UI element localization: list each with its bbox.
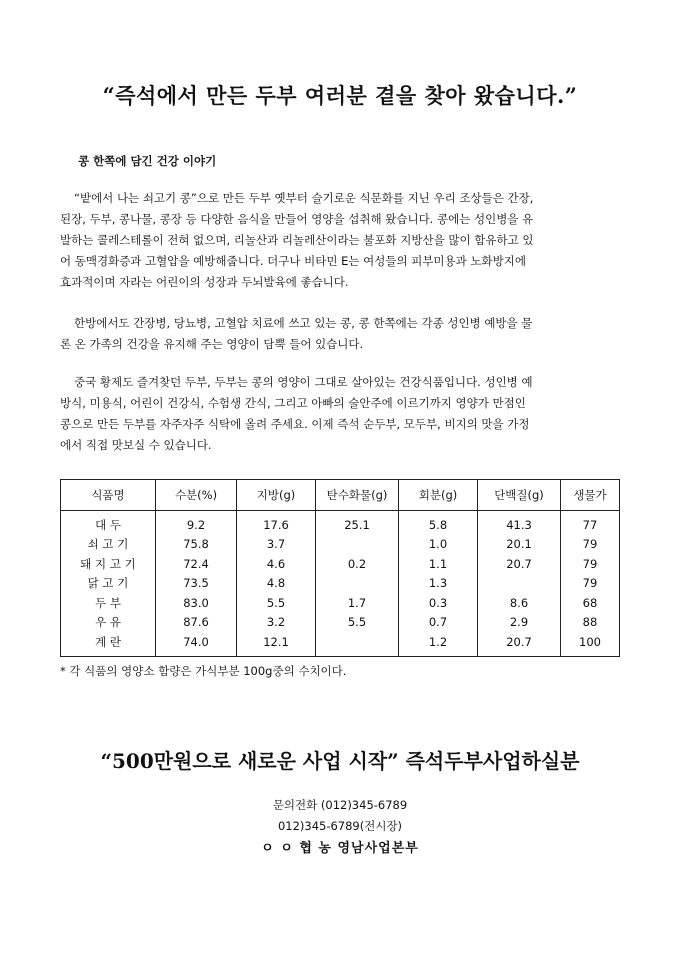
- cell-ash: 1.3: [399, 574, 478, 594]
- cell-ash: 1.1: [399, 554, 478, 574]
- cell-fat: 5.5: [237, 593, 316, 613]
- page-title: “즉석에서 만든 두부 여러분 곁을 찾아 왔습니다.”: [102, 83, 578, 108]
- cell-carbohydrate: 25.1: [316, 511, 399, 535]
- cell-moisture: 83.0: [156, 593, 237, 613]
- cell-ash: 5.8: [399, 511, 478, 535]
- cell-protein: 20.7: [478, 632, 561, 656]
- table-row: [61, 535, 620, 555]
- cell-carbohydrate: [316, 632, 399, 656]
- cell-biological-value: 79: [561, 574, 620, 594]
- header-protein: 단백질(g): [478, 480, 561, 511]
- cell-protein: [478, 574, 561, 594]
- cell-food-name: 우 유: [61, 613, 156, 633]
- contact-phone: 문의전화 (012)345-6789: [272, 798, 408, 812]
- cell-protein: 20.1: [478, 535, 561, 555]
- cell-moisture: 9.2: [156, 511, 237, 535]
- cell-carbohydrate: [316, 574, 399, 594]
- paragraph-line: 론 온 가족의 건강을 유지해 주는 영양이 담뿍 들어 있습니다.: [60, 337, 364, 351]
- cell-ash: 1.2: [399, 632, 478, 656]
- nutrition-table: [60, 479, 620, 657]
- cell-biological-value: 79: [561, 535, 620, 555]
- section-title: 콩 한쪽에 담긴 건강 이야기: [78, 154, 217, 168]
- cell-fat: 4.8: [237, 574, 316, 594]
- cell-biological-value: 77: [561, 511, 620, 535]
- table-row: [61, 554, 620, 574]
- paragraph-line: 어 동맥경화증과 고혈압을 예방해줍니다. 더구나 비타민 E는 여성들의 피부미용과 노화방지에: [60, 254, 526, 268]
- header-moisture: 수분(%): [156, 480, 237, 511]
- table-header-row: [61, 480, 620, 511]
- cell-protein: 2.9: [478, 613, 561, 633]
- cell-moisture: 75.8: [156, 535, 237, 555]
- cell-food-name: 계 란: [61, 632, 156, 656]
- paragraph-3: [60, 372, 626, 456]
- cell-protein: 20.7: [478, 554, 561, 574]
- cell-ash: 0.3: [399, 593, 478, 613]
- cell-moisture: 73.5: [156, 574, 237, 594]
- cell-fat: 3.2: [237, 613, 316, 633]
- header-food-name: 식품명: [61, 480, 156, 511]
- cell-moisture: 74.0: [156, 632, 237, 656]
- table-row: [61, 574, 620, 594]
- contact-organization: ㅇ ㅇ 협 농 영남사업본부: [261, 841, 419, 856]
- cell-food-name: 대 두: [61, 511, 156, 535]
- cell-food-name: 두 부: [61, 593, 156, 613]
- header-fat: 지방(g): [237, 480, 316, 511]
- paragraph-line: 방식, 미용식, 어린이 건강식, 수험생 간식, 그리고 아빠의 술안주에 이르기까지 영양가 만점인: [60, 396, 526, 410]
- paragraph-line: 발하는 콜레스테롤이 전혀 없으며, 리놀산과 리놀레산이라는 불포화 지방산을 많이 함유하고 있: [60, 233, 534, 247]
- paragraph-1: [60, 188, 626, 293]
- table-row: [61, 632, 620, 656]
- paragraph-line: 콩으로 만든 두부를 자주자주 식탁에 올려 주세요. 이제 즉석 순두부, 모두부, 비지의 맛을 가정: [60, 417, 530, 431]
- paragraph-line: 된장, 두부, 콩나물, 콩장 등 다양한 음식을 만들어 영양을 섭취해 왔습니다. 콩에는 성인병을 유: [60, 212, 534, 226]
- cell-food-name: 쇠 고 기: [61, 535, 156, 555]
- cell-carbohydrate: 1.7: [316, 593, 399, 613]
- paragraph-line: 에서 직접 맛보실 수 있습니다.: [60, 438, 212, 452]
- cell-carbohydrate: 5.5: [316, 613, 399, 633]
- paragraph-line: 중국 황제도 즐겨찾던 두부, 두부는 콩의 영양이 그대로 살아있는 건강식품입니다. 성인병 예: [74, 375, 533, 389]
- cell-fat: 4.6: [237, 554, 316, 574]
- cell-carbohydrate: [316, 535, 399, 555]
- cell-biological-value: 100: [561, 632, 620, 656]
- header-ash: 회분(g): [399, 480, 478, 511]
- cell-moisture: 87.6: [156, 613, 237, 633]
- cell-ash: 1.0: [399, 535, 478, 555]
- cell-moisture: 72.4: [156, 554, 237, 574]
- cell-ash: 0.7: [399, 613, 478, 633]
- cell-fat: 17.6: [237, 511, 316, 535]
- paragraph-line: 효과적이며 자라는 어린이의 성장과 두뇌발육에 좋습니다.: [60, 275, 349, 289]
- cell-biological-value: 79: [561, 554, 620, 574]
- cell-biological-value: 68: [561, 593, 620, 613]
- cell-protein: 8.6: [478, 593, 561, 613]
- table-row: [61, 593, 620, 613]
- cell-carbohydrate: 0.2: [316, 554, 399, 574]
- table-row: [61, 613, 620, 633]
- contact-showroom: 012)345-6789(전시장): [277, 819, 403, 833]
- cell-fat: 12.1: [237, 632, 316, 656]
- cell-food-name: 닭 고 기: [61, 574, 156, 594]
- paragraph-line: 한방에서도 간장병, 당뇨병, 고혈압 치료에 쓰고 있는 콩, 콩 한쪽에는 각종 성인병 예방을 물: [74, 316, 533, 330]
- table-row: [61, 511, 620, 535]
- cell-food-name: 돼 지 고 기: [61, 554, 156, 574]
- table-footnote: * 각 식품의 영양소 함량은 가식부분 100g중의 수치이다.: [60, 664, 347, 678]
- paragraph-2: [60, 313, 626, 355]
- header-biological-value: 생물가: [561, 480, 620, 511]
- cell-fat: 3.7: [237, 535, 316, 555]
- cell-protein: 41.3: [478, 511, 561, 535]
- header-carbohydrate: 탄수화물(g): [316, 480, 399, 511]
- slogan: “500만원으로 새로운 사업 시작” 즉석두부사업하실분: [100, 749, 580, 773]
- paragraph-line: “밭에서 나는 쇠고기 콩”으로 만든 두부 옛부터 슬기로운 식문화를 지닌 우리 조상들은 간장,: [74, 191, 534, 205]
- cell-biological-value: 88: [561, 613, 620, 633]
